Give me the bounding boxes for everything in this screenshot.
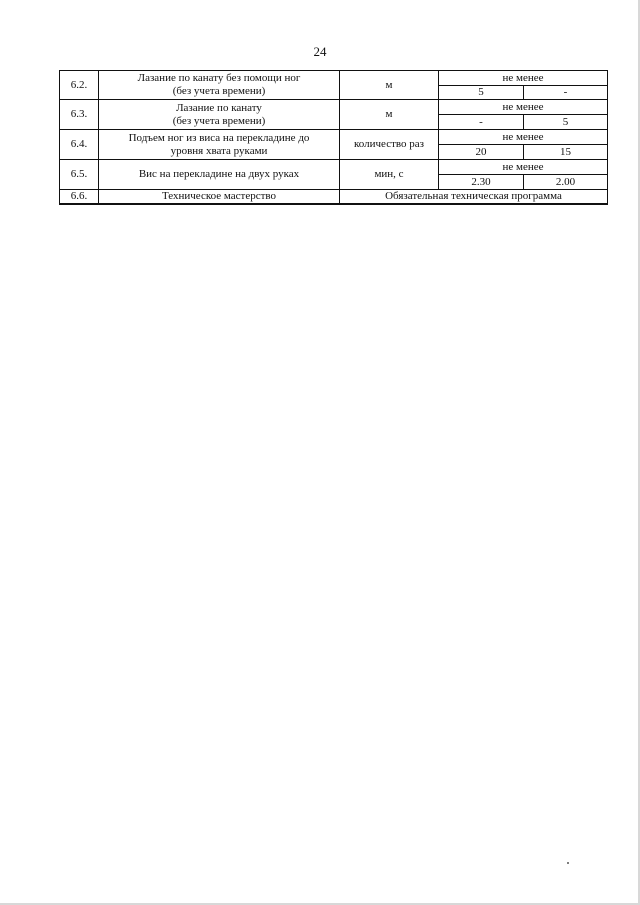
exercise-name-line: Подъем ног из виса на перекладине до xyxy=(128,131,310,144)
table-row xyxy=(60,160,608,175)
norm-header: не менее xyxy=(439,160,608,175)
exercise-name-line: Лазание по канату без помощи ног xyxy=(137,72,301,84)
unit-cell: м xyxy=(340,71,439,100)
norm-value: 5 xyxy=(524,115,608,130)
unit-cell: мин, с xyxy=(340,160,439,190)
exercise-name xyxy=(99,71,340,100)
norm-value: 15 xyxy=(524,145,608,160)
row-number: 6.5. xyxy=(60,160,99,190)
program-note: Обязательная техническая программа xyxy=(340,190,608,205)
norm-header: не менее xyxy=(439,71,608,86)
unit-cell: количество раз xyxy=(340,130,439,160)
exercise-name-line: (без учета времени) xyxy=(172,114,266,127)
row-number: 6.4. xyxy=(60,130,99,160)
page-number: 24 xyxy=(313,44,327,59)
norms-table xyxy=(59,70,608,205)
table-row xyxy=(60,100,608,115)
table-row xyxy=(60,71,608,86)
scan-speck xyxy=(567,862,569,864)
exercise-name: Техническое мастерство xyxy=(99,190,340,205)
exercise-name-line: уровня хвата руками xyxy=(170,144,268,157)
norm-value: 5 xyxy=(439,86,524,100)
norm-value: 2.30 xyxy=(439,175,524,190)
row-number: 6.6. xyxy=(60,190,99,205)
exercise-name-line: Лазание по канату xyxy=(176,101,262,114)
norm-value: - xyxy=(524,86,608,100)
norm-value: 2.00 xyxy=(524,175,608,190)
exercise-name xyxy=(99,130,340,160)
norm-value: 20 xyxy=(439,145,524,160)
norm-value: - xyxy=(439,115,524,130)
row-number: 6.3. xyxy=(60,100,99,130)
norm-header: не менее xyxy=(439,100,608,115)
exercise-name-line: (без учета времени) xyxy=(172,85,266,97)
table-row xyxy=(60,190,608,205)
table-row xyxy=(60,130,608,145)
unit-cell: м xyxy=(340,100,439,130)
exercise-name xyxy=(99,100,340,130)
row-number: 6.2. xyxy=(60,71,99,100)
exercise-name: Вис на перекладине на двух руках xyxy=(99,160,340,190)
norm-header: не менее xyxy=(439,130,608,145)
